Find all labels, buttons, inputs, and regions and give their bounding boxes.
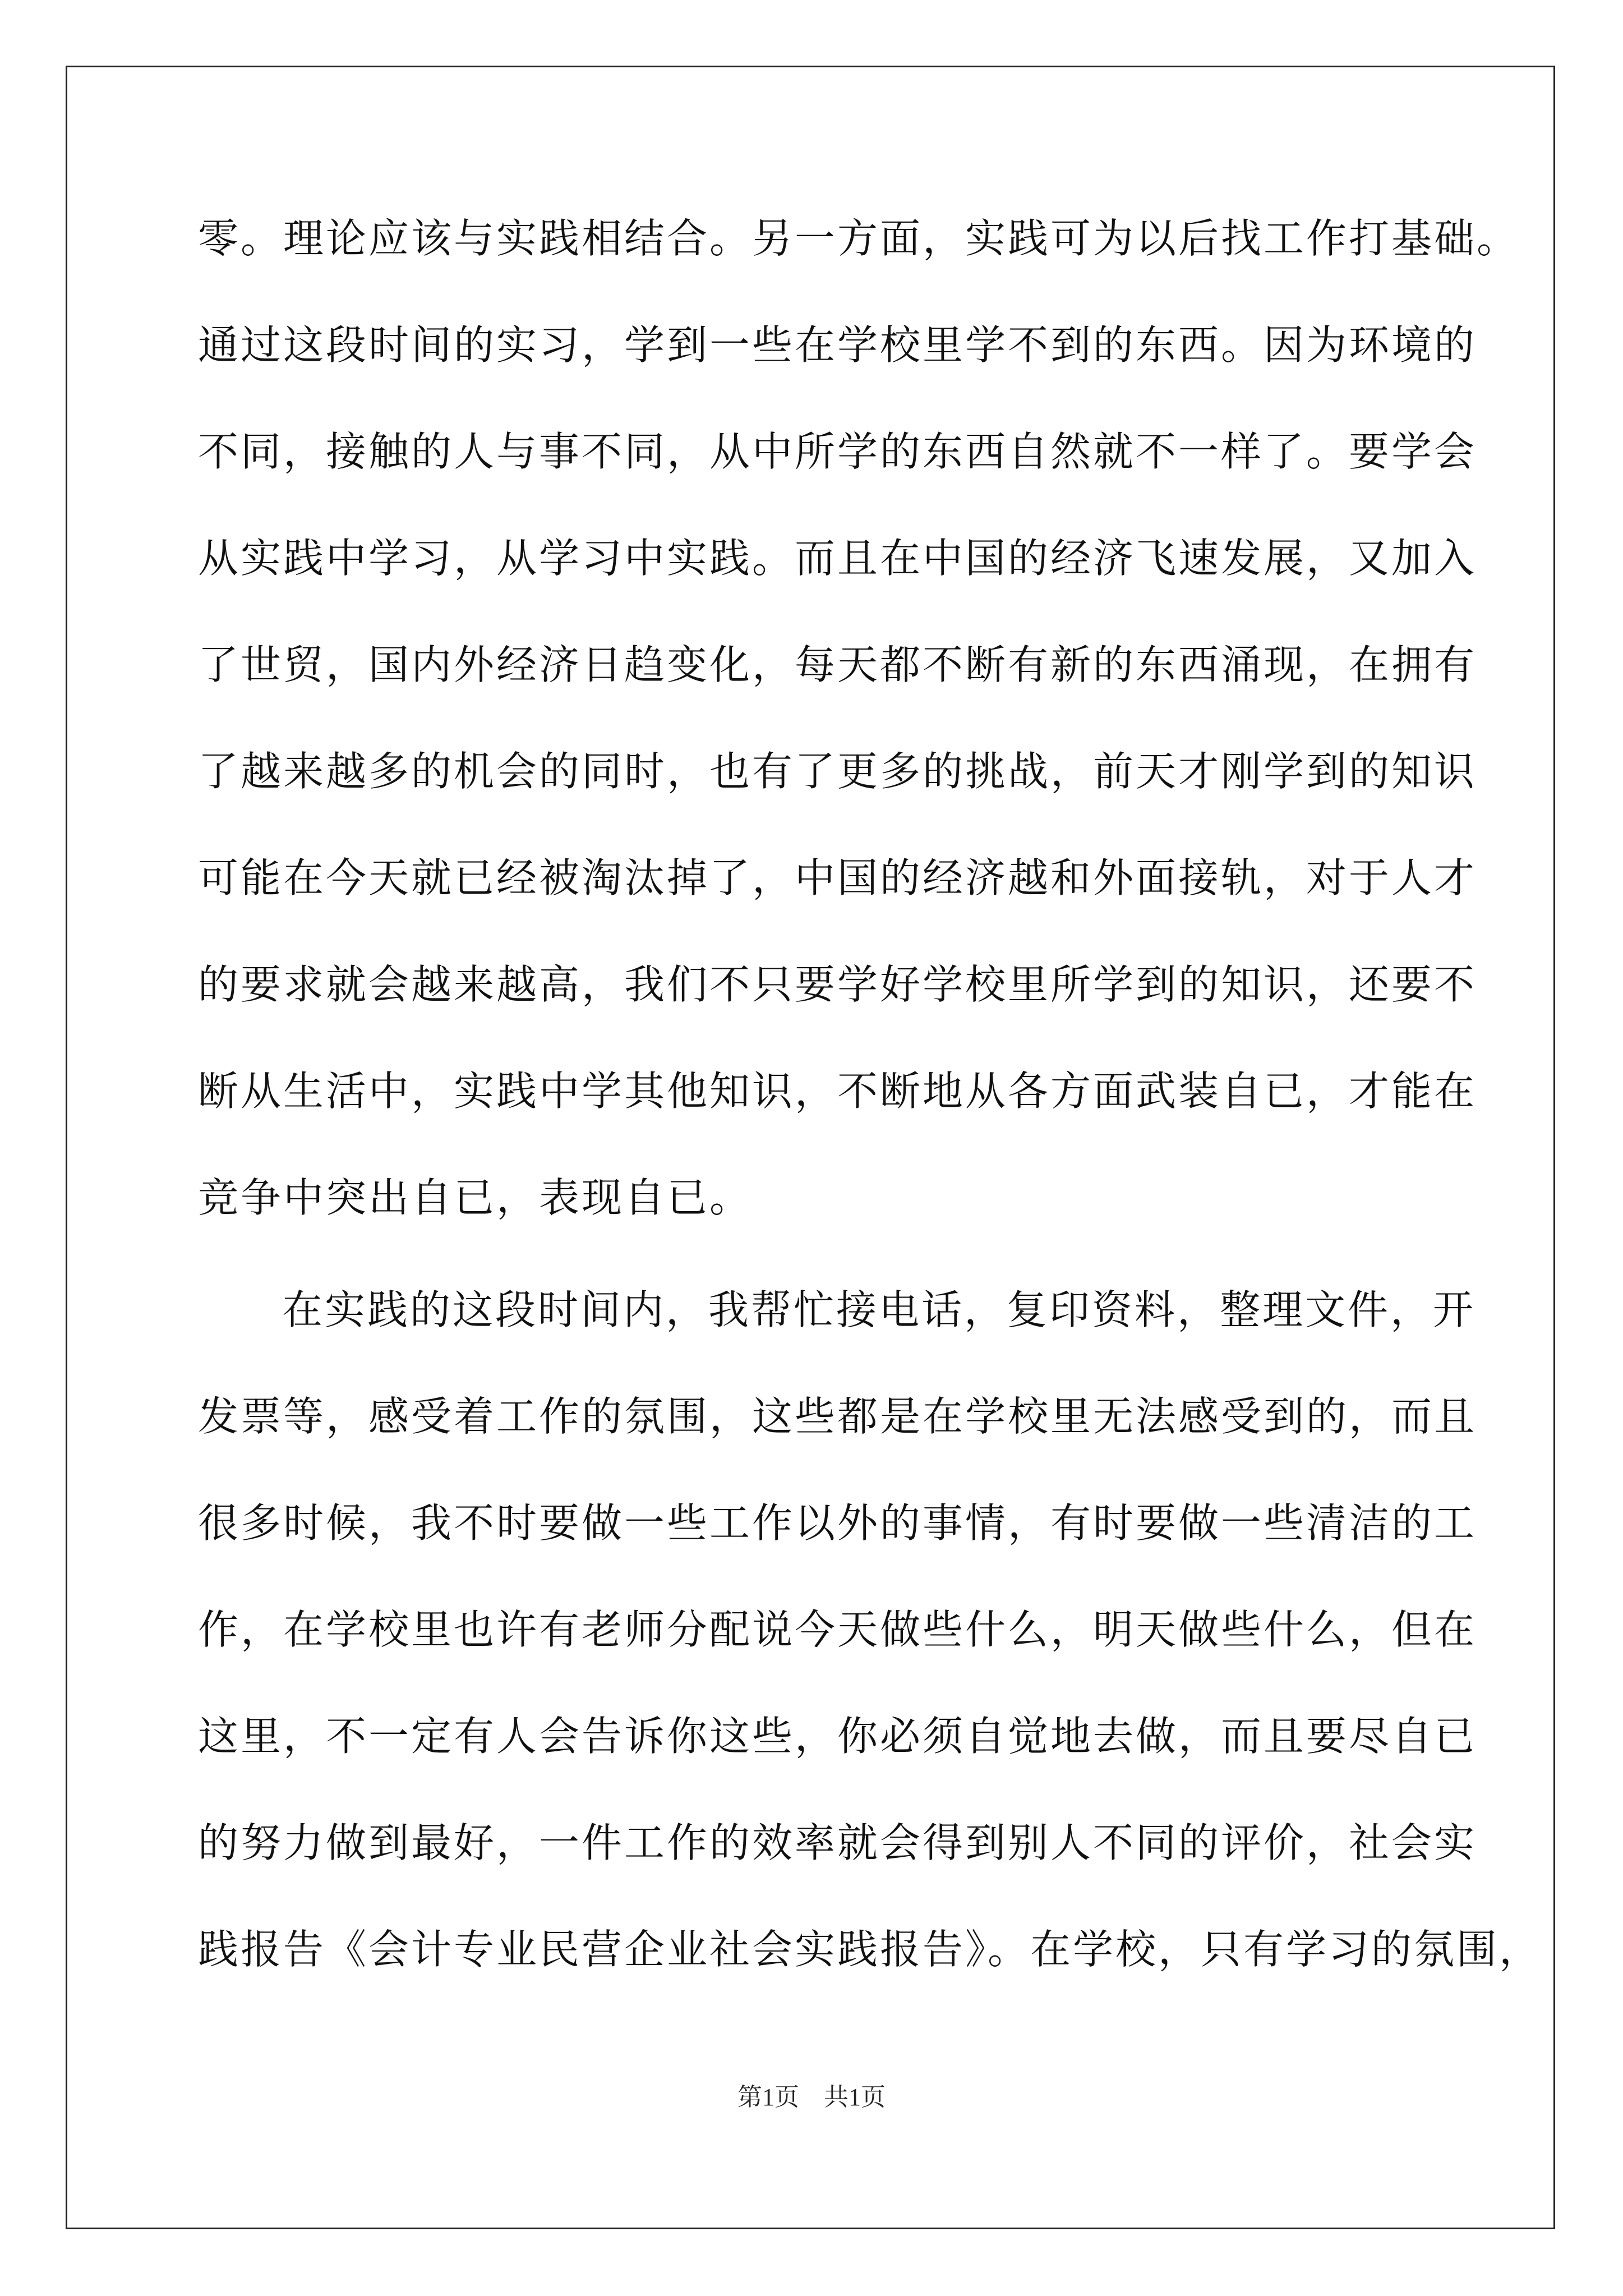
text-line: 不同，接触的人与事不同，从中所学的东西自然就不一样了。要学会 <box>198 428 1477 475</box>
page-border <box>66 66 1555 2229</box>
text-line: 践报告《会计专业民营企业社会实践报告》。在学校，只有学习的氛围， <box>198 1926 1542 1973</box>
text-line: 从实践中学习，从学习中实践。而且在中国的经济飞速发展，又加入 <box>198 535 1477 582</box>
text-line: 可能在今天就已经被淘汰掉了，中国的经济越和外面接轨，对于人才 <box>198 854 1477 901</box>
text-line: 通过这段时间的实习，学到一些在学校里学不到的东西。因为环境的 <box>198 321 1477 369</box>
text-line: 很多时候，我不时要做一些工作以外的事情，有时要做一些清洁的工 <box>198 1499 1477 1547</box>
page-number-footer: 第1页 共1页 <box>737 2083 886 2111</box>
text-line: 的要求就会越来越高，我们不只要学好学校里所学到的知识，还要不 <box>198 961 1477 1008</box>
text-line: 零。理论应该与实践相结合。另一方面，实践可为以后找工作打基础。 <box>198 215 1520 262</box>
text-line: 竞争中突出自已，表现自已。 <box>198 1174 753 1221</box>
text-line: 的努力做到最好，一件工作的效率就会得到别人不同的评价，社会实 <box>198 1819 1477 1866</box>
paragraph-first-line: 在实践的这段时间内，我帮忙接电话，复印资料，整理文件，开 <box>282 1286 1476 1333</box>
text-line: 这里，不一定有人会告诉你这些，你必须自觉地去做，而且要尽自已 <box>198 1713 1477 1760</box>
text-line: 了越来越多的机会的同时，也有了更多的挑战，前天才刚学到的知识 <box>198 748 1477 795</box>
text-line: 发票等，感受着工作的氛围，这些都是在学校里无法感受到的，而且 <box>198 1393 1477 1440</box>
text-line: 作，在学校里也许有老师分配说今天做些什么，明天做些什么，但在 <box>198 1606 1477 1653</box>
text-line: 断从生活中，实践中学其他知识，不断地从各方面武装自已，才能在 <box>198 1068 1477 1115</box>
text-line: 了世贸，国内外经济日趋变化，每天都不断有新的东西涌现，在拥有 <box>198 641 1477 688</box>
